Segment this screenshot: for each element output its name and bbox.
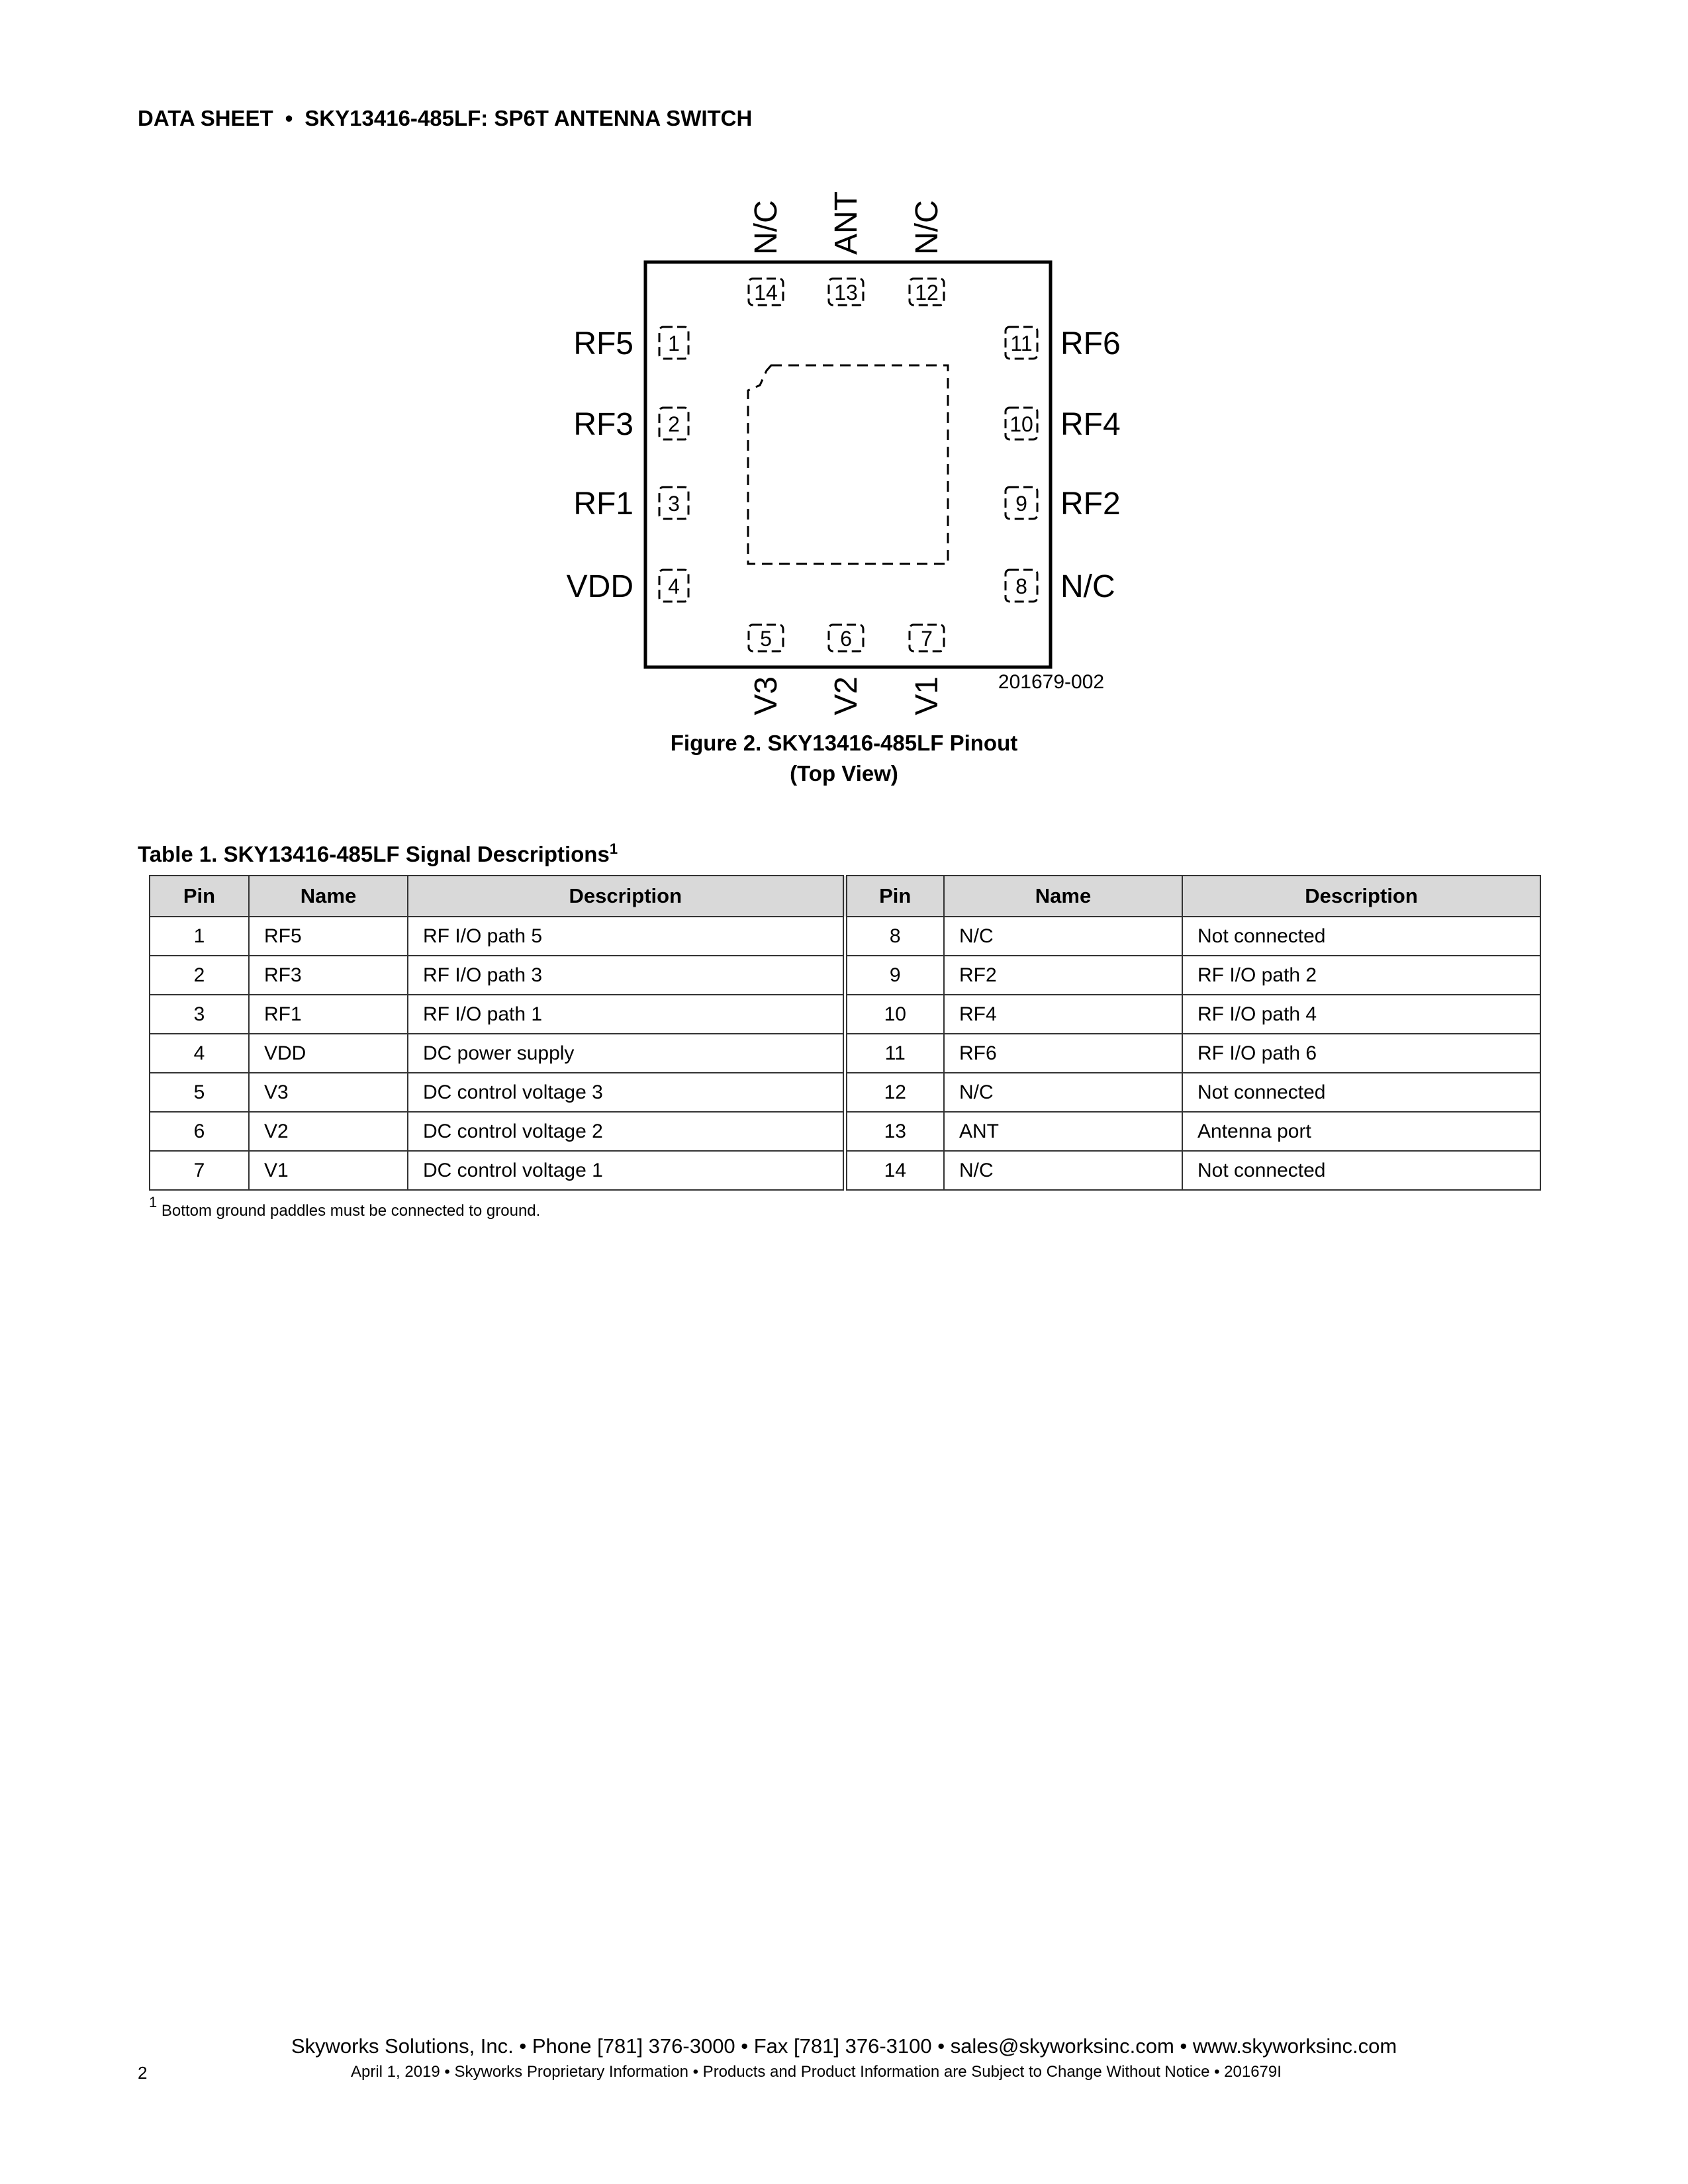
table-cell: V1 (249, 1151, 408, 1190)
pin-number: 2 (668, 412, 680, 436)
pin-right-0 (1006, 327, 1037, 359)
pin-left-3 (659, 570, 688, 602)
figure-caption-subtitle: (Top View) (790, 761, 898, 786)
pin-number: 3 (668, 492, 680, 516)
pin-number: 5 (760, 627, 772, 651)
table-cell: DC power supply (408, 1034, 845, 1073)
pin-label: N/C (910, 200, 945, 255)
table-cell: RF2 (944, 956, 1182, 995)
table-cell: DC control voltage 2 (408, 1112, 845, 1151)
pin-label: RF5 (573, 326, 633, 361)
pin-label: V2 (829, 676, 864, 715)
column-header: Name (944, 876, 1182, 917)
table-cell: DC control voltage 1 (408, 1151, 845, 1190)
pin-number: 1 (668, 332, 680, 355)
footer-contact: Skyworks Solutions, Inc. • Phone [781] 376-3000 • Fax [781] 376-3100 • sales@skyworksinc.com • www.skyworksinc.com (291, 2034, 1397, 2058)
pin-left-0 (659, 327, 688, 359)
table-cell: RF1 (249, 995, 408, 1034)
table-row (150, 995, 1540, 1034)
table-cell: RF I/O path 4 (1182, 995, 1540, 1034)
table-cell: RF5 (249, 917, 408, 956)
table-title-text: Table 1. SKY13416-485LF Signal Descriptions (138, 842, 610, 866)
header-bullet: • (285, 106, 293, 130)
table-cell: 8 (845, 917, 944, 956)
table-cell: 1 (150, 917, 249, 956)
table-cell: RF I/O path 2 (1182, 956, 1540, 995)
table-cell: Not connected (1182, 1151, 1540, 1190)
pin-label: N/C (749, 200, 784, 255)
pin-label: RF2 (1060, 486, 1121, 522)
signal-table-container (149, 875, 1541, 1191)
footer-notice: April 1, 2019 • Skyworks Proprietary Information • Products and Product Information are Subject to Change Without Notice • 201679I (351, 2063, 1282, 2081)
table-footnote (149, 1194, 541, 1220)
table-cell: 13 (845, 1112, 944, 1151)
table-cell: N/C (944, 917, 1182, 956)
table-cell: RF I/O path 1 (408, 995, 845, 1034)
pin-label: RF4 (1060, 407, 1121, 442)
pin-label: N/C (1060, 569, 1115, 604)
table-cell: 7 (150, 1151, 249, 1190)
table-cell: 4 (150, 1034, 249, 1073)
pin-left-1 (659, 408, 688, 439)
table-cell: RF I/O path 5 (408, 917, 845, 956)
table-cell: N/C (944, 1151, 1182, 1190)
table-row (150, 1151, 1540, 1190)
pin-number: 10 (1009, 412, 1033, 436)
table-cell: RF6 (944, 1034, 1182, 1073)
table-cell: RF4 (944, 995, 1182, 1034)
table-cell: N/C (944, 1073, 1182, 1112)
pin-right-2 (1006, 487, 1037, 519)
table-cell: V3 (249, 1073, 408, 1112)
table-cell: Not connected (1182, 1073, 1540, 1112)
table-title-footnote-mark: 1 (609, 841, 618, 857)
pinout-diagram (0, 0, 1688, 754)
pin-label: V3 (749, 676, 784, 715)
pin-number: 7 (921, 627, 933, 651)
table-row (150, 1073, 1540, 1112)
pin-number: 12 (915, 281, 939, 304)
column-header: Pin (150, 876, 249, 917)
table-cell: RF I/O path 3 (408, 956, 845, 995)
table-cell: RF3 (249, 956, 408, 995)
table-cell: 9 (845, 956, 944, 995)
header-doc-title: SKY13416-485LF: SP6T ANTENNA SWITCH (305, 106, 753, 130)
header-doc-type: DATA SHEET (138, 106, 273, 130)
table-row (150, 1112, 1540, 1151)
pin-label: RF3 (573, 407, 633, 442)
table-cell: 3 (150, 995, 249, 1034)
table-cell: 5 (150, 1073, 249, 1112)
figure-caption (0, 728, 1688, 789)
table-cell: 12 (845, 1073, 944, 1112)
pin-bottom-1 (829, 625, 863, 651)
pin-top-1 (829, 279, 863, 305)
pin-top-2 (910, 279, 944, 305)
ground-paddle-outline (748, 365, 948, 564)
table-row (150, 1034, 1540, 1073)
pin-bottom-0 (749, 625, 783, 651)
table-cell: RF I/O path 6 (1182, 1034, 1540, 1073)
column-header: Description (1182, 876, 1540, 917)
pin-right-1 (1006, 408, 1037, 439)
pin-label: RF1 (573, 486, 633, 522)
table-cell: Antenna port (1182, 1112, 1540, 1151)
table-cell: 10 (845, 995, 944, 1034)
table-cell: Not connected (1182, 917, 1540, 956)
table-cell: 14 (845, 1151, 944, 1190)
pin-number: 13 (834, 281, 858, 304)
table-cell: 6 (150, 1112, 249, 1151)
table-cell: 11 (845, 1034, 944, 1073)
table-cell: DC control voltage 3 (408, 1073, 845, 1112)
pin-label: ANT (829, 191, 864, 255)
pin-label: RF6 (1060, 326, 1121, 361)
table-title (138, 841, 618, 867)
column-header: Description (408, 876, 845, 917)
pin-label: VDD (566, 569, 633, 604)
pin-bottom-2 (910, 625, 944, 651)
pin-number: 8 (1015, 574, 1027, 598)
pin-label: V1 (910, 676, 945, 715)
table-header-row (150, 876, 1540, 917)
package-outline (645, 262, 1051, 667)
pin-number: 4 (668, 574, 680, 598)
pin-left-2 (659, 487, 688, 519)
table-cell: ANT (944, 1112, 1182, 1151)
footnote-text: Bottom ground paddles must be connected to ground. (161, 1202, 541, 1220)
column-header: Pin (845, 876, 944, 917)
table-cell: VDD (249, 1034, 408, 1073)
pin-number: 9 (1015, 492, 1027, 516)
pin-number: 14 (754, 281, 778, 304)
figure-caption-title: Figure 2. SKY13416-485LF Pinout (670, 731, 1018, 755)
signal-descriptions-table (149, 875, 1541, 1191)
drawing-id: 201679-002 (998, 671, 1105, 693)
pin-number: 11 (1010, 332, 1033, 355)
pin-number: 6 (840, 627, 852, 651)
table-row (150, 956, 1540, 995)
page-number: 2 (138, 2063, 148, 2083)
pin-top-0 (749, 279, 783, 305)
table-row (150, 917, 1540, 956)
pin-right-3 (1006, 570, 1037, 602)
table-cell: 2 (150, 956, 249, 995)
column-header: Name (249, 876, 408, 917)
footnote-mark: 1 (149, 1194, 158, 1210)
table-cell: V2 (249, 1112, 408, 1151)
